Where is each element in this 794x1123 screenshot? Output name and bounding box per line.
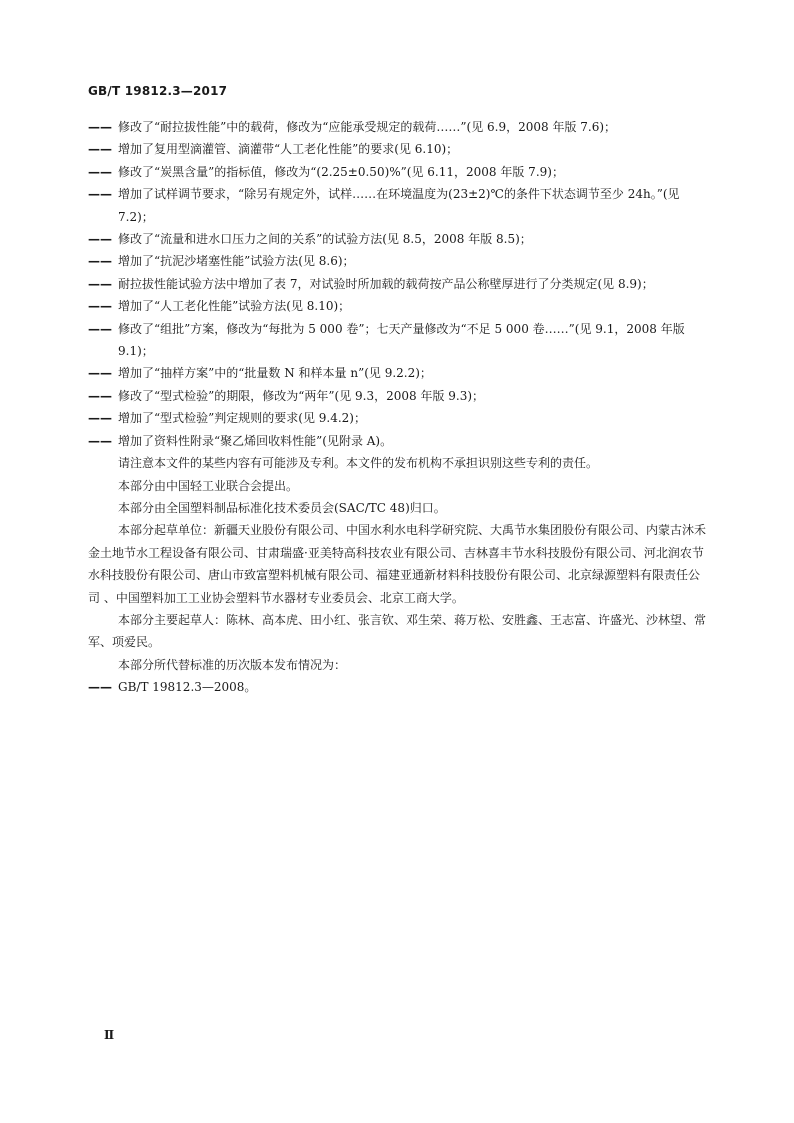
history-intro: 本部分所代替标准的历次版本发布情况为： [118, 657, 347, 672]
dash-marker: —— [88, 276, 112, 291]
change-item [88, 183, 706, 228]
change-item-text: 修改了“炭黑含量”的指标值，修改为“(2.25±0.50)%”(见 6.11，2008 年版 7.9)； [118, 164, 564, 179]
dash-marker: —— [88, 433, 112, 448]
change-item-text: 修改了“型式检验”的期限，修改为“两年”(见 9.3，2008 年版 9.3)； [118, 388, 485, 403]
dash-marker: —— [88, 120, 112, 134]
centralized-by: 本部分由全国塑料制品标准化技术委员会(SAC/TC 48)归口。 [118, 500, 446, 515]
dash-marker: —— [88, 187, 112, 202]
change-item-text: 增加了“抽样方案”中的“批量数 N 和样本量 n”(见 9.2.2)； [118, 366, 432, 381]
dash-marker: —— [88, 388, 112, 403]
change-item [88, 318, 706, 363]
patent-notice: 请注意本文件的某些内容有可能涉及专利。本文件的发布机构不承担识别这些专利的责任。 [118, 456, 599, 471]
foreword-content [88, 116, 706, 699]
change-item [88, 385, 706, 407]
change-item [88, 273, 706, 295]
change-item-text: 增加了资料性附录“聚乙烯回收料性能”(见附录 A)。 [118, 433, 393, 448]
change-item [88, 407, 706, 429]
page-number: Ⅱ [104, 1028, 115, 1042]
change-item-text: 修改了“组批”方案，修改为“每批为 5 000 卷”；七天产量修改为“不足 5 000 卷……”(见 9.1，2008 年版 9.1)； [118, 321, 685, 359]
change-item [88, 228, 706, 250]
change-item [88, 161, 706, 183]
change-item-text: 增加了“抗泥沙堵塞性能”试验方法(见 8.6)； [118, 254, 355, 269]
dash-marker: —— [88, 680, 112, 695]
dash-marker: —— [88, 366, 112, 381]
change-item-text: 耐拉拔性能试验方法中增加了表 7，对试验时所加载的载荷按产品公称壁厚进行了分类规定(见 8.9)； [118, 276, 654, 291]
history-item-text: GB/T 19812.3—2008。 [118, 680, 257, 695]
change-item [88, 362, 706, 384]
change-item [88, 116, 706, 138]
dash-marker: —— [88, 321, 112, 336]
change-item-text: 增加了试样调节要求，“除另有规定外，试样……在环境温度为(23±2)℃的条件下状态调节至少 24h。”(见 7.2)； [118, 187, 680, 224]
change-item [88, 295, 706, 317]
change-list [88, 116, 706, 452]
standard-code-header: GB/T 19812.3—2017 [88, 84, 228, 98]
change-item [88, 138, 706, 160]
dash-marker: —— [88, 164, 112, 179]
dash-marker: —— [88, 142, 112, 157]
change-item-text: 增加了复用型滴灌管、滴灌带“人工老化性能”的要求(见 6.10)； [118, 142, 459, 157]
dash-marker: —— [88, 254, 112, 269]
change-item-text: 修改了“耐拉拔性能”中的载荷，修改为“应能承受规定的载荷……”(见 6.9，2008 年版 7.6)； [118, 120, 617, 134]
main-drafters: 本部分主要起草人：陈林、高本虎、田小红、张言钦、邓生荣、蒋万松、安胜鑫、王志富、许盛光、沙林望、常军、项爱民。 [88, 612, 707, 650]
history-item [88, 676, 706, 698]
change-item-text: 增加了“型式检验”判定规则的要求(见 9.4.2)； [118, 411, 366, 426]
change-item [88, 430, 706, 452]
proposed-by: 本部分由中国轻工业联合会提出。 [118, 478, 299, 493]
change-item [88, 250, 706, 272]
change-item-text: 修改了“流量和进水口压力之间的关系”的试验方法(见 8.5，2008 年版 8.5)； [118, 232, 532, 247]
drafting-units: 本部分起草单位：新疆天业股份有限公司、中国水利水电科学研究院、大禹节水集团股份有限公司、内蒙古沐禾金土地节水工程设备有限公司、甘肃瑞盛·亚美特高科技农业有限公司、吉林喜丰节水科技股份有限公司、河北润农节水科技股份有限公司、唐山市致富塑料机械有限公司、福建亚通新材料科技股份有限公司、北京绿源塑料有限责任公司 、中国塑料加工工业协会塑料节水器材专业委员会、北京工商大学。 [88, 523, 707, 605]
dash-marker: —— [88, 299, 112, 314]
dash-marker: —— [88, 411, 112, 426]
dash-marker: —— [88, 232, 112, 247]
change-item-text: 增加了“人工老化性能”试验方法(见 8.10)； [118, 299, 351, 314]
